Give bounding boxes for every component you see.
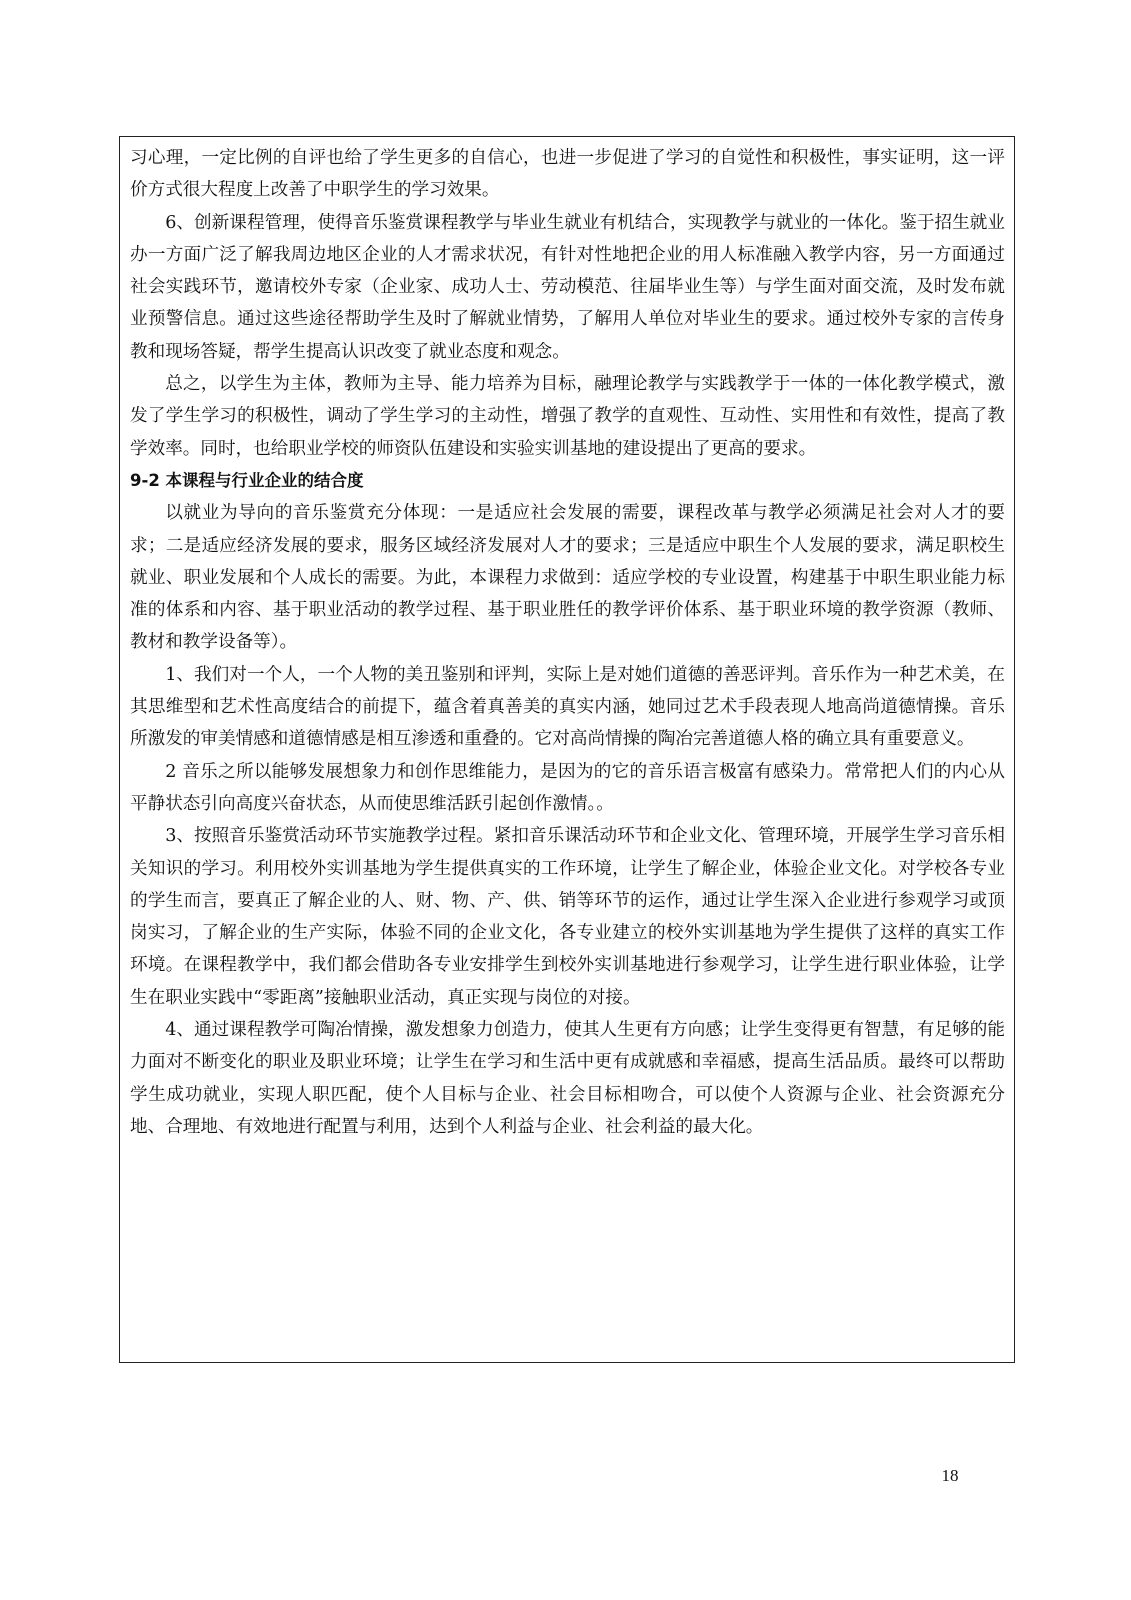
content-frame [119, 136, 1015, 1363]
paragraph-item-1: 1、我们对一个人，一个人物的美丑鉴别和评判，实际上是对她们道德的善恶评判。音乐作为一种艺术美，在其思维型和艺术性高度结合的前提下，蕴含着真善美的真实内涵，她同过艺术手段表现人地高尚道德情操。音乐所激发的审美情感和道德情感是相互渗透和重叠的。它对高尚情操的陶冶完善道德人格的确立具有重要意义。 [130, 664, 1005, 750]
page-number: 18 [941, 1466, 959, 1485]
paragraph-intro: 以就业为导向的音乐鉴赏充分体现：一是适应社会发展的需要，课程改革与教学必须满足社会对人才的要求；二是适应经济发展的要求，服务区域经济发展对人才的要求；三是适应中职生个人发展的要求，满足职校生就业、职业发展和个人成长的需要。为此，本课程力求做到：适应学校的专业设置，构建基于中职生职业能力标准的体系和内容、基于职业活动的教学过程、基于职业胜任的教学评价体系、基于职业环境的教学资源（教师、教材和教学设备等）。 [130, 503, 1005, 653]
paragraph-continuation: 习心理，一定比例的自评也给了学生更多的自信心，也进一步促进了学习的自觉性和积极性，事实证明，这一评价方式很大程度上改善了中职学生的学习效果。 [130, 148, 1005, 201]
paragraph-item-2: 2 音乐之所以能够发展想象力和创作思维能力，是因为的它的音乐语言极富有感染力。常常把人们的内心从平静状态引向高度兴奋状态，从而使思维活跃引起创作激情。。 [130, 761, 1005, 814]
paragraph-summary: 总之，以学生为主体，教师为主导、能力培养为目标，融理论教学与实践教学于一体的一体化教学模式，激发了学生学习的积极性，调动了学生学习的主动性，增强了教学的直观性、互动性、实用性和有效性，提高了教学效率。同时，也给职业学校的师资队伍建设和实验实训基地的建设提出了更高的要求。 [130, 374, 1005, 459]
paragraph-item-6: 6、创新课程管理，使得音乐鉴赏课程教学与毕业生就业有机结合，实现教学与就业的一体化。鉴于招生就业办一方面广泛了解我周边地区企业的人才需求状况，有针对性地把企业的用人标准融入教学内容，另一方面通过社会实践环节，邀请校外专家（企业家、成功人士、劳动模范、往届毕业生等）与学生面对面交流，及时发布就业预警信息。通过这些途径帮助学生及时了解就业情势，了解用人单位对毕业生的要求。通过校外专家的言传身教和现场答疑，帮学生提高认识改变了就业态度和观念。 [130, 212, 1005, 362]
section-heading: 9-2 本课程与行业企业的结合度 [130, 470, 364, 490]
paragraph-item-4: 4、通过课程教学可陶冶情操，激发想象力创造力，使其人生更有方向感；让学生变得更有智慧，有足够的能力面对不断变化的职业及职业环境；让学生在学习和生活中更有成就感和幸福感，提高生活品质。最终可以帮助学生成功就业，实现人职匹配，使个人目标与企业、社会目标相吻合，可以使个人资源与企业、社会资源充分地、合理地、有效地进行配置与利用，达到个人利益与企业、社会利益的最大化。 [130, 1020, 1005, 1137]
paragraph-item-3: 3、按照音乐鉴赏活动环节实施教学过程。紧扣音乐课活动环节和企业文化、管理环境，开展学生学习音乐相关知识的学习。利用校外实训基地为学生提供真实的工作环境，让学生了解企业，体验企业文化。对学校各专业的学生而言，要真正了解企业的人、财、物、产、供、销等环节的运作，通过让学生深入企业进行参观学习或顶岗实习，了解企业的生产实际，体验不同的企业文化，各专业建立的校外实训基地为学生提供了这样的真实工作环境。在课程教学中，我们都会借助各专业安排学生到校外实训基地进行参观学习，让学生进行职业体验，让学生在职业实践中“零距离”接触职业活动，真正实现与岗位的对接。 [130, 826, 1005, 1008]
